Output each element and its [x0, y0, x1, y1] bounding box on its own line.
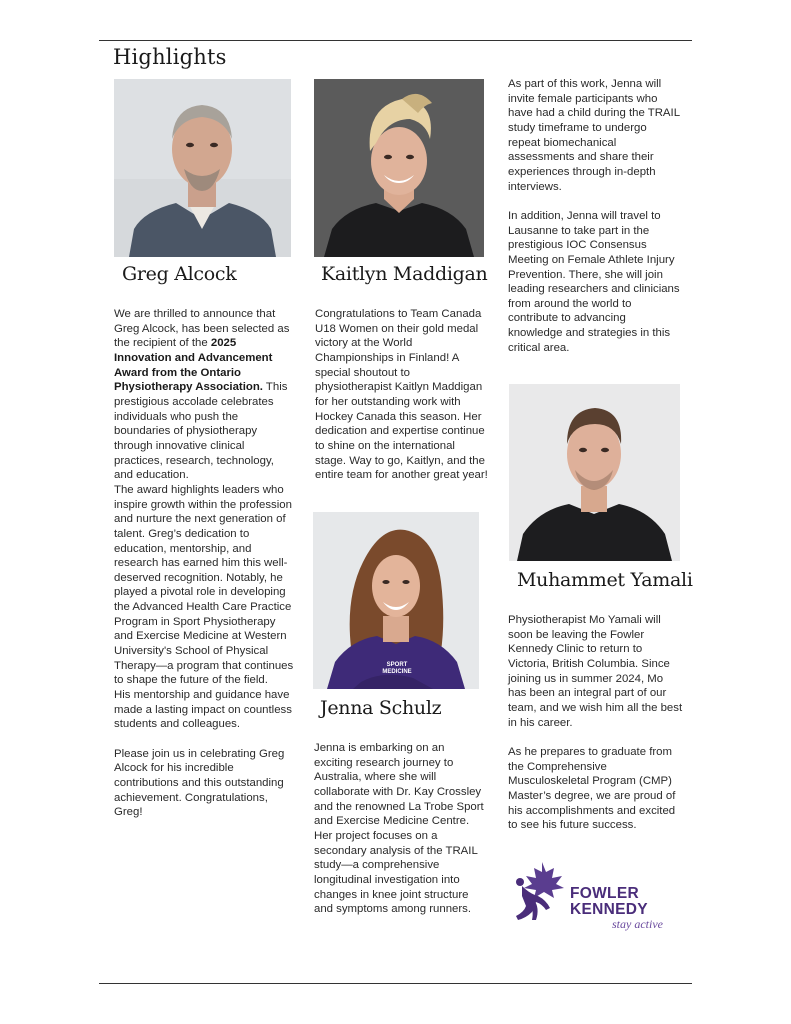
greg-article: [114, 307, 294, 820]
logo-word-kennedy: KENNEDY: [570, 901, 648, 918]
muhammet-paragraph-1: Physiotherapist Mo Yamali will soon be leaving the Fowler Kennedy Clinic to return to Victoria, British Columbia. Since joining us in summer 2024, Mo has been an integral part of our team, and we wish him all the best in his career.: [508, 614, 683, 729]
bottom-rule: [99, 983, 692, 984]
jenna-article-continued: [508, 77, 680, 355]
jenna-schulz-name: Jenna Schulz: [320, 697, 442, 719]
fowler-kennedy-logo: [512, 858, 672, 932]
muhammet-article: [508, 613, 684, 833]
kaitlyn-paragraph-1: Congratulations to Team Canada U18 Women on their gold medal victory at the World Championships in Finland! A special shoutout to physiotherapist Kaitlyn Maddigan for her outstanding work with Hockey Canada this season. Her dedication and expertise continue to shine on the international stage. Way to go, Kaitlyn, and the entire team for another great year!: [315, 308, 488, 482]
logo-tagline: stay active: [612, 917, 663, 931]
greg-alcock-name: Greg Alcock: [122, 263, 237, 285]
muhammet-paragraph-2: As he prepares to graduate from the Comprehensive Musculoskeletal Program (CMP) Master’s degree, we are proud of his accomplishments and excited to see his future success.: [508, 745, 676, 832]
jenna-schulz-photo: [313, 512, 479, 689]
muhammet-yamali-name: Muhammet Yamali: [517, 569, 693, 591]
logo-word-fowler: FOWLER: [570, 885, 639, 902]
greg-award-name: 2025 Innovation and Advancement Award from the Ontario Physiotherapy Association.: [114, 337, 273, 394]
kaitlyn-article: [315, 307, 489, 483]
kaitlyn-maddigan-name: Kaitlyn Maddigan: [321, 263, 488, 285]
top-rule: [99, 40, 692, 41]
greg-alcock-photo: [114, 79, 291, 257]
runner-maple-leaf-icon: [512, 860, 574, 924]
muhammet-yamali-photo: [509, 384, 680, 561]
jenna-paragraph-1: Jenna is embarking on an exciting research journey to Australia, where she will collaborate with Dr. Kay Crossley and the renowned La Trobe Sport and Exercise Medicine Centre. Her project focuses on a secondary analysis of the TRAIL study—a comprehensive longitudinal investigation into changes in knee joint structure and symptoms among runners.: [314, 742, 484, 916]
greg-paragraph-4: Please join us in celebrating Greg Alcock for his incredible contributions and this outstanding achievement. Congratulations, Greg!: [114, 747, 285, 819]
jenna-paragraph-3: In addition, Jenna will travel to Lausanne to take part in the prestigious IOC Consensus Meeting on Female Athlete Injury Prevention. There, she will join leading researchers and clinicians from around the world to contribute to advancing knowledge and strategies in this critical area.: [508, 209, 680, 354]
greg-paragraph-1: We are thrilled to announce that Greg Alcock, has been selected as the recipient of the 2025 Innovation and Advancement Award from the Ontario Physiotherapy Association. This prestigious accolade celebrates individuals who push the boundaries of physiotherapy through innovative clinical practices, research, technology, and education.: [114, 308, 290, 482]
page-title: Highlights: [113, 45, 227, 69]
jenna-shirt-text: SPORT MEDICINE: [382, 662, 412, 675]
jenna-article: [314, 741, 486, 917]
kaitlyn-maddigan-photo: [314, 79, 484, 257]
greg-paragraph-3: His mentorship and guidance have made a lasting impact on countless students and colleagues.: [114, 689, 292, 731]
greg-paragraph-2: The award highlights leaders who inspire growth within the profession and nurture the next generation of talent. Greg’s dedication to education, mentorship, and research has earned him this well-deserved recognition. Notably, he played a pivotal role in developing the Advanced Health Care Practice Program in Sport Physiotherapy and Exercise Medicine at Western University's School of Physical Therapy—a program that continues to shape the future of the field.: [114, 483, 294, 687]
jenna-paragraph-2: As part of this work, Jenna will invite female participants who have had a child during the TRAIL study timeframe to undergo repeat biomechanical assessments and share their experiences through in-depth interviews.: [508, 78, 680, 193]
